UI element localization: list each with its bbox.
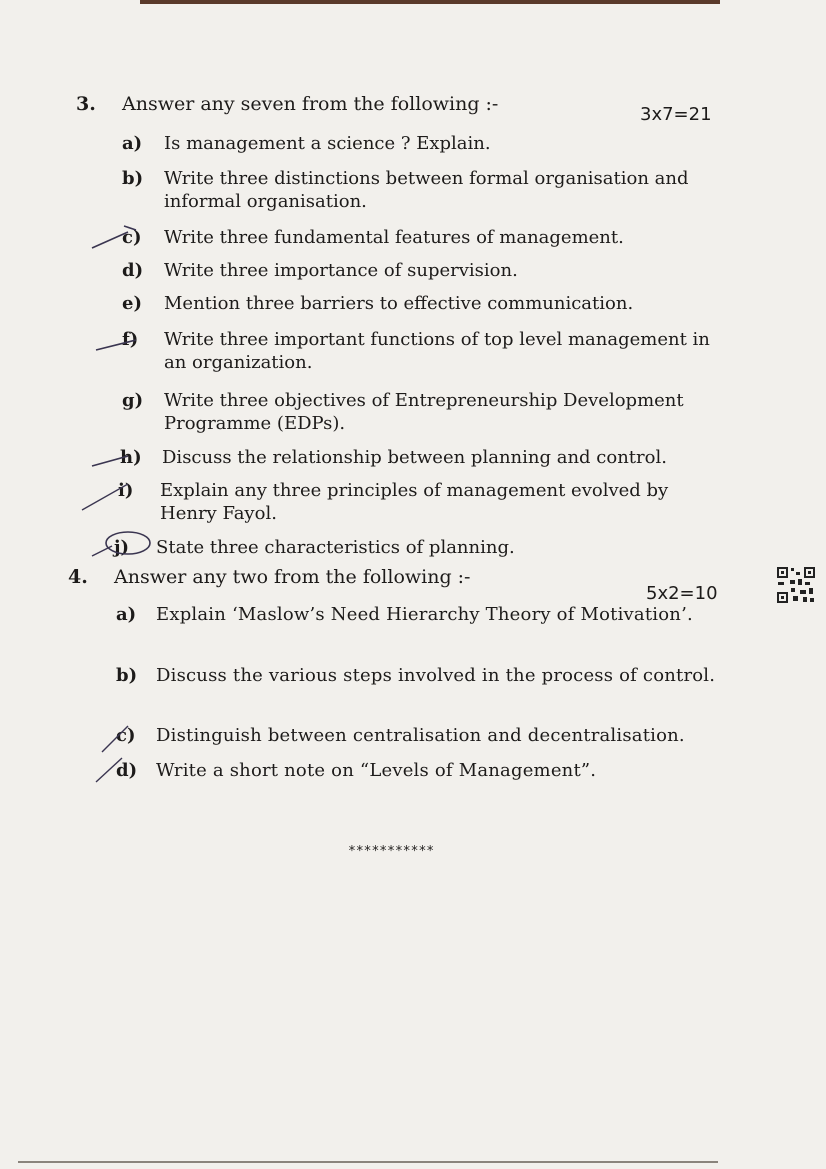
question-number: 4. xyxy=(68,566,88,588)
question-number: 3. xyxy=(76,93,96,115)
pen-tick-mark-icon xyxy=(92,752,142,786)
qr-code-icon xyxy=(776,566,816,604)
pen-tick-mark-icon xyxy=(92,326,152,356)
end-of-paper-marker: *********** xyxy=(348,844,435,859)
page-top-edge xyxy=(140,0,720,4)
marks-allocation: 3x7=21 xyxy=(640,104,712,125)
pen-tick-mark-icon xyxy=(88,444,148,474)
marks-allocation: 5x2=10 xyxy=(646,583,718,604)
pen-tick-mark-icon xyxy=(78,474,148,514)
pen-circle-mark-icon xyxy=(88,526,160,562)
question-prompt: Answer any seven from the following :- xyxy=(122,93,499,115)
pen-tick-mark-icon xyxy=(88,222,148,252)
question-prompt: Answer any two from the following :- xyxy=(114,566,471,588)
page-bottom-edge xyxy=(18,1161,718,1163)
